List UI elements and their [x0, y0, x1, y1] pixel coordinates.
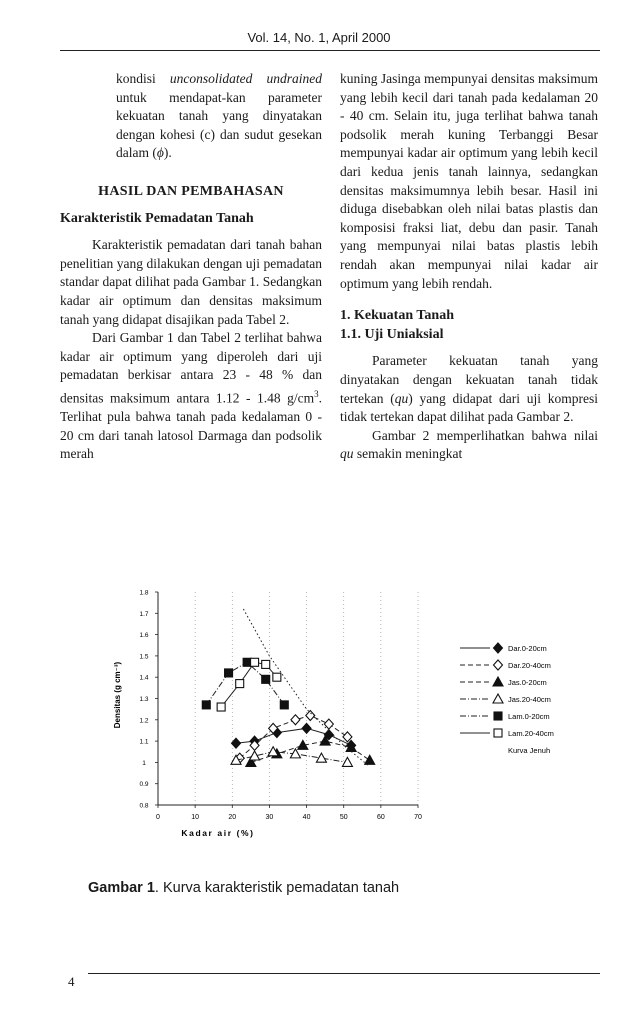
legend-label: Jas.0-20cm — [508, 678, 547, 687]
series-jas-0-20cm — [246, 736, 375, 766]
chart-gridlines — [195, 592, 418, 805]
data-point — [217, 703, 225, 711]
legend-marker — [493, 677, 503, 686]
x-tick-label: 20 — [228, 814, 237, 821]
legend-label: Lam.0-20cm — [508, 712, 550, 721]
y-tick-label: 1.7 — [139, 610, 149, 618]
right-column — [340, 70, 598, 464]
text-run: ). — [163, 145, 172, 161]
running-head: Vol. 14, No. 1, April 2000 — [247, 30, 391, 45]
paragraph-uniaxial-intro — [340, 352, 598, 426]
y-tick-label: 1.6 — [139, 632, 149, 640]
data-point — [280, 701, 288, 709]
x-tick-label: 10 — [191, 814, 200, 821]
y-tick-label: 1.2 — [139, 717, 149, 725]
legend-marker — [494, 643, 503, 653]
data-point — [202, 701, 210, 709]
x-tick-label: 30 — [265, 814, 274, 821]
left-column — [60, 70, 322, 464]
italic-text: qu — [394, 390, 409, 406]
data-point — [262, 675, 270, 683]
legend-label: Lam.20-40cm — [508, 729, 554, 738]
legend-marker — [494, 712, 502, 720]
italic-text: unconsolidated undrained — [169, 71, 322, 86]
page-number: 4 — [68, 974, 75, 989]
figure-caption — [88, 880, 399, 896]
heading-uniaxial-test: 1.1. Uji Uniaksial — [340, 326, 444, 342]
text-run: ) yang didapat dari uji kompresi tidak tertekan dapat dilihat pada Gambar 2. — [340, 390, 598, 425]
text-run: semakin meningkat — [353, 446, 463, 462]
text-run: kondisi — [116, 71, 170, 86]
text-run: Karakteristik pemadatan dari tanah bahan penelitian yang dilakukan dengan uji pemadatan standar dapat dilihat pada Gambar 1. Sedangkan kadar air optimum dan densitas maksimum tanah yang didapat disajikan pada Tabel 2. — [60, 237, 322, 327]
legend-label: Jas.20-40cm — [508, 695, 551, 704]
x-tick-label: 60 — [376, 814, 385, 821]
x-tick-label: 50 — [339, 814, 348, 821]
subsection-heading: Karakteristik Pemadatan Tanah — [60, 210, 254, 226]
italic-text: qu — [340, 446, 354, 462]
legend-label: Kurva Jenuh — [508, 746, 551, 755]
paragraph-compaction-intro — [60, 236, 322, 329]
chart-axes — [158, 592, 418, 805]
series-lam-0-20cm — [202, 658, 288, 709]
italic-text: ϕ — [156, 145, 164, 161]
legend-entry — [460, 712, 550, 721]
y-tick-label: 1.4 — [139, 674, 149, 682]
chart-x-axis-label: Kadar air (%) — [181, 828, 255, 838]
legend-entry — [460, 729, 554, 738]
legend-entry — [460, 677, 547, 687]
text-run: untuk mendapat-kan parameter kekuatan tanah yang dinyatakan dengan kohesi (c) dan sudut gesekan dalam ( — [116, 89, 322, 161]
chart-legend — [460, 643, 554, 755]
legend-marker — [494, 660, 503, 670]
x-tick-label: 0 — [156, 814, 160, 821]
y-tick-label: 1 — [142, 759, 146, 767]
y-tick-label: 1.1 — [139, 738, 149, 746]
legend-entry — [460, 643, 547, 653]
data-point — [262, 660, 270, 668]
text-run: Dari Gambar 1 dan Tabel 2 terlihat bahwa kadar air optimum yang diperoleh dari uji pemadatan berkisar antara 23 - 48 % dan densitas maksimum antara 1.12 - 1.48 g/cm — [60, 330, 322, 406]
legend-marker — [493, 694, 503, 703]
paragraph-compaction-results — [60, 329, 322, 464]
figure-caption-label: Gambar 1 — [88, 880, 155, 896]
y-tick-label: 0.8 — [139, 802, 149, 810]
section-heading: HASIL DAN PEMBAHASAN — [98, 183, 284, 199]
paragraph-compaction-discussion — [340, 70, 598, 293]
y-tick-label: 1.3 — [139, 696, 149, 703]
legend-marker — [494, 729, 502, 737]
data-point — [243, 658, 251, 666]
text-run: kuning Jasinga mempunyai densitas maksimum yang lebih kecil dari tanah pada kedalaman 20 - 40 cm. Selain itu, juga terlihat bahwa tanah podsolik merah kuning Terbanggi Besar mempunyai kadar air optimum yang lebih kecil dari kedua jenis tanah lainnya, sedangkan densitas maksimumnya lebih besar. Hasil ini diduga disebabkan oleh nilai batas plastis dan komposisi fraksi liat, debu dan pasir. Tanah yang mempunyai nilai batas plastis lebih rendah akan mempunyai nilai kadar air optimum yang lebih rendah. — [340, 71, 598, 291]
data-point — [365, 755, 375, 764]
chart-y-axis-label: Densitas (g cm⁻³) — [113, 661, 122, 729]
x-tick-label: 40 — [302, 814, 311, 821]
text-run: Gambar 2 memperlihatkan bahwa nilai — [372, 427, 598, 443]
legend-entry — [508, 746, 550, 755]
compaction-chart — [100, 580, 600, 855]
paragraph-uniaxial-results — [340, 427, 598, 464]
data-point — [251, 658, 259, 666]
text-run: . Terlihat pula bahwa tanah pada kedalaman 0 - 20 cm dari tanah latosol Darmaga dan podsolik merah — [60, 390, 322, 462]
data-point — [316, 753, 326, 762]
y-tick-label: 1.8 — [139, 589, 149, 597]
legend-entry — [460, 694, 551, 704]
legend-entry — [460, 660, 551, 670]
footer-rule — [88, 973, 600, 974]
legend-label: Dar.20-40cm — [508, 661, 551, 670]
method-paragraph-end — [60, 70, 322, 163]
data-point — [342, 757, 352, 766]
y-tick-label: 1.5 — [139, 653, 149, 661]
data-point — [225, 669, 233, 677]
data-point — [306, 711, 315, 721]
chart-series — [202, 609, 374, 767]
data-point — [232, 738, 241, 748]
legend-label: Dar.0-20cm — [508, 644, 547, 653]
figure-caption-text: . Kurva karakteristik pemadatan tanah — [154, 880, 400, 896]
superscript: 3 — [314, 388, 319, 399]
heading-soil-strength: 1. Kekuatan Tanah — [340, 308, 454, 324]
data-point — [236, 680, 244, 688]
y-tick-label: 0.9 — [139, 781, 149, 789]
series-line — [206, 662, 284, 705]
data-point — [302, 723, 311, 733]
data-point — [273, 673, 281, 681]
text-run: Parameter kekuatan tanah yang dinyatakan dengan kekuatan tanah tidak tertekan ( — [340, 353, 598, 406]
series-dar-0-20cm — [232, 723, 356, 750]
header-rule — [60, 50, 600, 51]
data-point — [291, 715, 300, 725]
x-tick-label: 70 — [414, 814, 422, 821]
